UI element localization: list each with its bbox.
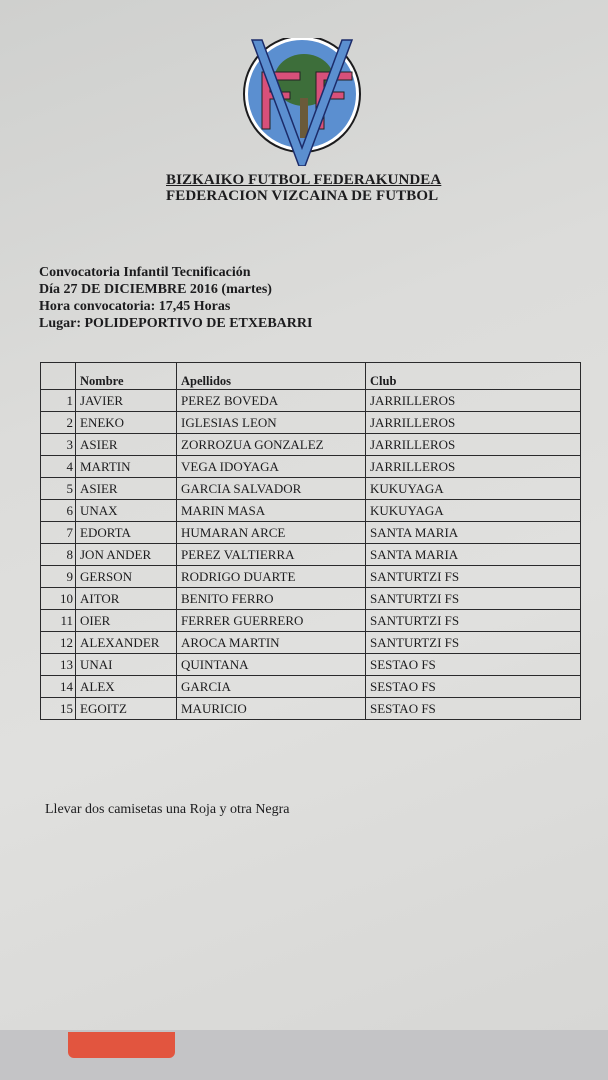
- cell-club: SESTAO FS: [366, 676, 581, 698]
- cell-nombre: ASIER: [76, 434, 177, 456]
- cell-nombre: OIER: [76, 610, 177, 632]
- cell-club: SESTAO FS: [366, 654, 581, 676]
- cell-nombre: ALEXANDER: [76, 632, 177, 654]
- cell-number: 14: [41, 676, 76, 698]
- cell-apellidos: RODRIGO DUARTE: [177, 566, 366, 588]
- cell-club: JARRILLEROS: [366, 456, 581, 478]
- cell-apellidos: AROCA MARTIN: [177, 632, 366, 654]
- cell-nombre: ENEKO: [76, 412, 177, 434]
- cell-club: KUKUYAGA: [366, 478, 581, 500]
- cell-club: JARRILLEROS: [366, 412, 581, 434]
- table-row: [41, 500, 581, 522]
- table-row: [41, 390, 581, 412]
- cell-nombre: GERSON: [76, 566, 177, 588]
- red-folder-tab: [68, 1032, 175, 1058]
- call-date: Día 27 DE DICIEMBRE 2016 (martes): [39, 282, 272, 297]
- table-row: [41, 566, 581, 588]
- cell-number: 7: [41, 522, 76, 544]
- cell-club: SANTURTZI FS: [366, 588, 581, 610]
- cell-nombre: UNAX: [76, 500, 177, 522]
- table-row: [41, 478, 581, 500]
- call-info: [39, 264, 312, 332]
- cell-apellidos: GARCIA SALVADOR: [177, 478, 366, 500]
- cell-apellidos: IGLESIAS LEON: [177, 412, 366, 434]
- table-row: [41, 698, 581, 720]
- cell-nombre: ASIER: [76, 478, 177, 500]
- cell-number: 10: [41, 588, 76, 610]
- cell-number: 3: [41, 434, 76, 456]
- cell-apellidos: BENITO FERRO: [177, 588, 366, 610]
- table-row: [41, 522, 581, 544]
- cell-apellidos: FERRER GUERRERO: [177, 610, 366, 632]
- cell-apellidos: HUMARAN ARCE: [177, 522, 366, 544]
- header-club: Club: [366, 363, 581, 390]
- cell-number: 9: [41, 566, 76, 588]
- table-row: [41, 412, 581, 434]
- cell-apellidos: ZORROZUA GONZALEZ: [177, 434, 366, 456]
- cell-club: SANTA MARIA: [366, 544, 581, 566]
- cell-apellidos: GARCIA: [177, 676, 366, 698]
- table-header: [41, 363, 581, 390]
- cell-club: SANTA MARIA: [366, 522, 581, 544]
- cell-club: KUKUYAGA: [366, 500, 581, 522]
- cell-number: 1: [41, 390, 76, 412]
- cell-number: 12: [41, 632, 76, 654]
- cell-nombre: AITOR: [76, 588, 177, 610]
- cell-nombre: MARTIN: [76, 456, 177, 478]
- table-row: [41, 676, 581, 698]
- cell-club: SANTURTZI FS: [366, 566, 581, 588]
- table-row: [41, 456, 581, 478]
- org-name-spanish: FEDERACION VIZCAINA DE FUTBOL: [166, 188, 439, 204]
- header-nombre: Nombre: [76, 363, 177, 390]
- cell-nombre: EDORTA: [76, 522, 177, 544]
- cell-apellidos: QUINTANA: [177, 654, 366, 676]
- cell-club: SANTURTZI FS: [366, 632, 581, 654]
- cell-apellidos: MAURICIO: [177, 698, 366, 720]
- cell-apellidos: VEGA IDOYAGA: [177, 456, 366, 478]
- header-apellidos: Apellidos: [177, 363, 366, 390]
- cell-number: 8: [41, 544, 76, 566]
- cell-number: 13: [41, 654, 76, 676]
- cell-number: 4: [41, 456, 76, 478]
- cell-nombre: EGOITZ: [76, 698, 177, 720]
- table-row: [41, 588, 581, 610]
- cell-club: JARRILLEROS: [366, 390, 581, 412]
- note-text: Llevar dos camisetas una Roja y otra Negra: [45, 802, 290, 817]
- table-row: [41, 654, 581, 676]
- cell-apellidos: PEREZ VALTIERRA: [177, 544, 366, 566]
- cell-number: 11: [41, 610, 76, 632]
- cell-number: 6: [41, 500, 76, 522]
- table-row: [41, 632, 581, 654]
- cell-number: 2: [41, 412, 76, 434]
- federation-logo: [238, 38, 366, 166]
- cell-number: 5: [41, 478, 76, 500]
- cell-apellidos: MARIN MASA: [177, 500, 366, 522]
- cell-club: JARRILLEROS: [366, 434, 581, 456]
- table-row: [41, 434, 581, 456]
- call-title: Convocatoria Infantil Tecnificación: [39, 265, 251, 280]
- cell-nombre: JON ANDER: [76, 544, 177, 566]
- cell-apellidos: PEREZ BOVEDA: [177, 390, 366, 412]
- player-table: [40, 362, 581, 720]
- org-name-basque: BIZKAIKO FUTBOL FEDERAKUNDEA: [166, 172, 442, 188]
- table-row: [41, 544, 581, 566]
- header-number: [41, 363, 76, 390]
- call-place: Lugar: POLIDEPORTIVO DE ETXEBARRI: [39, 316, 313, 331]
- cell-nombre: UNAI: [76, 654, 177, 676]
- cell-number: 15: [41, 698, 76, 720]
- call-time: Hora convocatoria: 17,45 Horas: [39, 299, 231, 314]
- cell-nombre: ALEX: [76, 676, 177, 698]
- cell-club: SANTURTZI FS: [366, 610, 581, 632]
- table-row: [41, 610, 581, 632]
- cell-nombre: JAVIER: [76, 390, 177, 412]
- cell-club: SESTAO FS: [366, 698, 581, 720]
